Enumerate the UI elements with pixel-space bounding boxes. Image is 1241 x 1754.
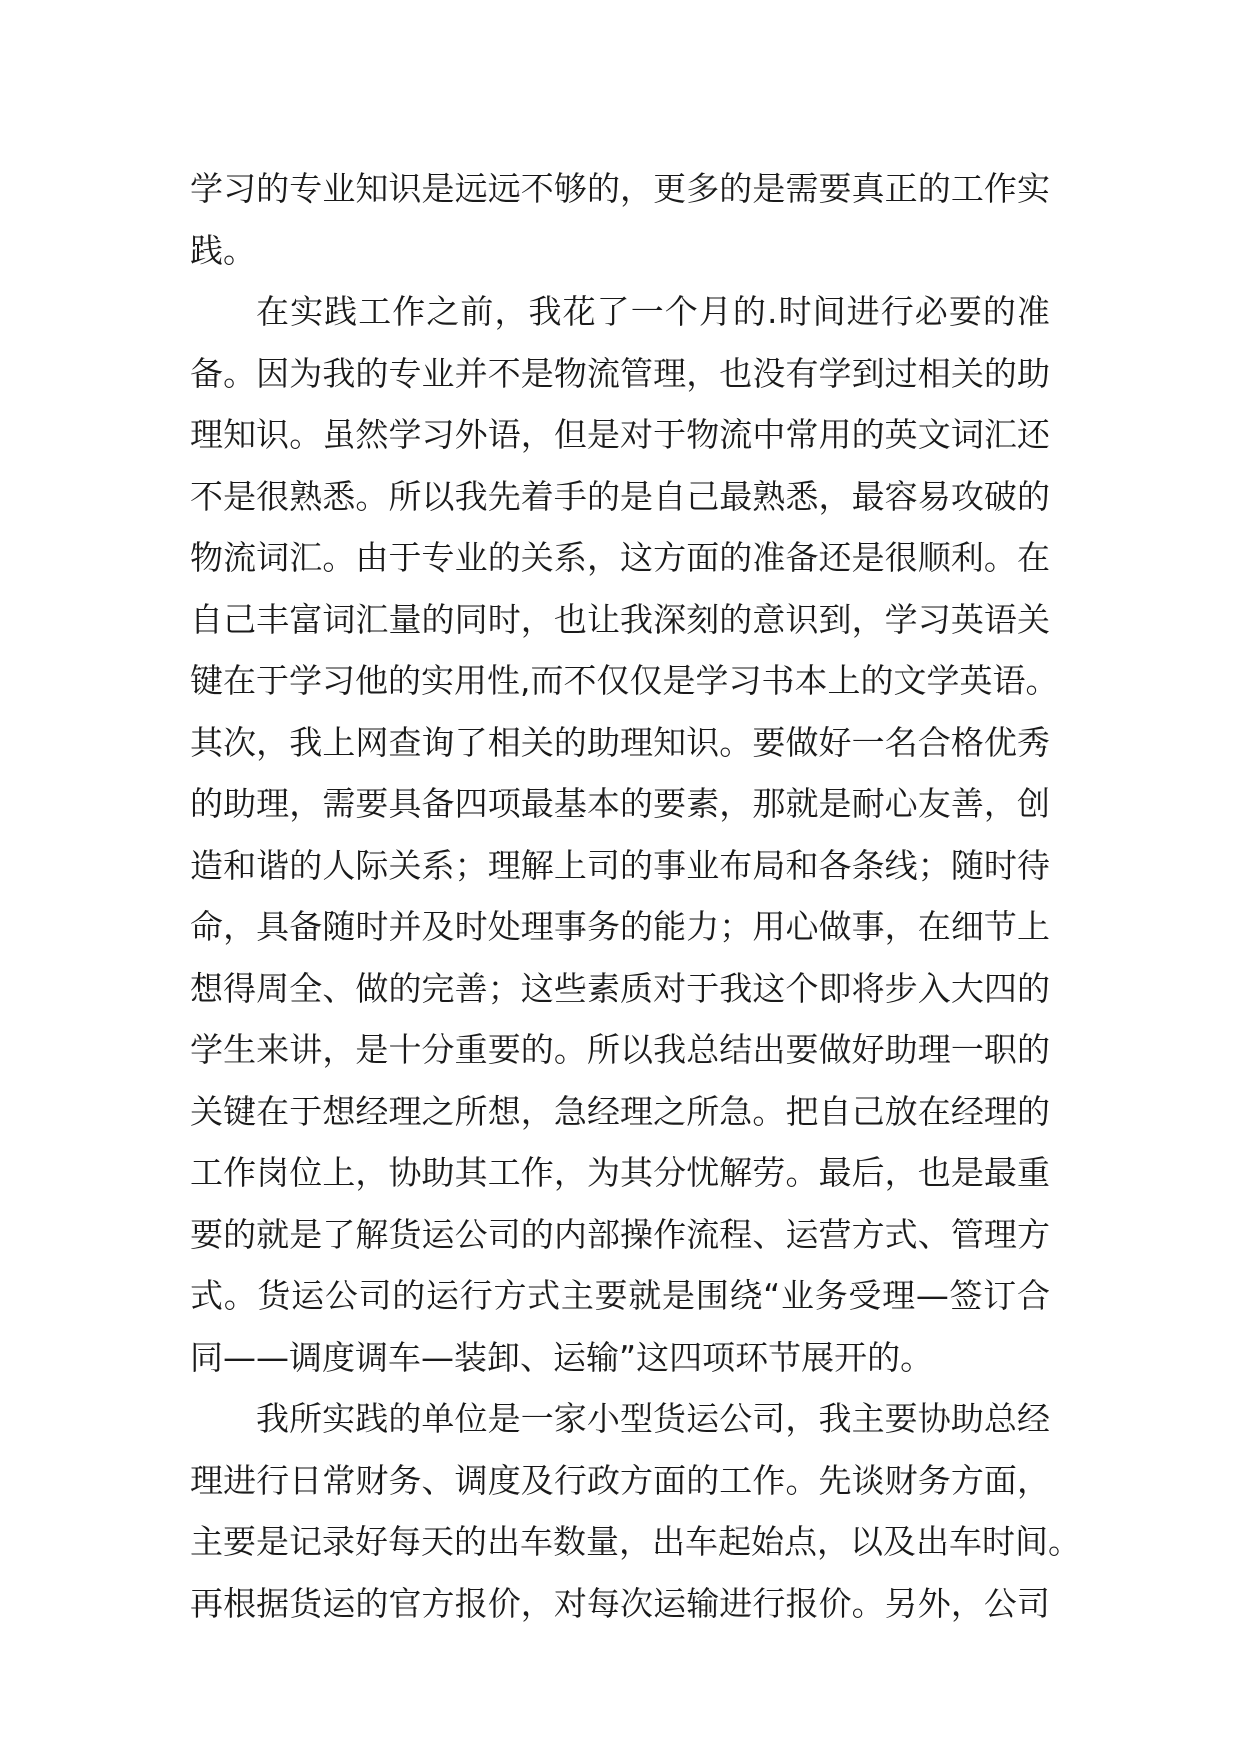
text-line: 我所实践的单位是一家小型货运公司，我主要协助总经 [256, 1399, 1050, 1438]
text-line: 学习的专业知识是远远不够的，更多的是需要真正的工作实 [190, 169, 1050, 208]
text-line: 命，具备随时并及时处理事务的能力；用心做事，在细节上 [190, 907, 1050, 946]
text-line: 的助理，需要具备四项最基本的要素，那就是耐心友善，创 [190, 784, 1050, 823]
text-line: 自己丰富词汇量的同时，也让我深刻的意识到，学习英语关 [190, 599, 1050, 639]
text-line: 学生来讲，是十分重要的。所以我总结出要做好助理一职的 [190, 1030, 1050, 1069]
text-line: 不是很熟悉。所以我先着手的是自己最熟悉，最容易攻破的 [190, 476, 1050, 516]
text-line: 造和谐的人际关系；理解上司的事业布局和各条线；随时待 [190, 845, 1050, 885]
text-line: 备。因为我的专业并不是物流管理，也没有学到过相关的助 [190, 353, 1050, 393]
text-line: 物流词汇。由于专业的关系，这方面的准备还是很顺利。在 [190, 538, 1050, 577]
text-line: 主要是记录好每天的出车数量，出车起始点，以及出车时间。 [190, 1522, 1081, 1561]
text-line: 同——调度调车—装卸、运输”这四项环节展开的。 [190, 1337, 934, 1377]
text-line: 工作岗位上，协助其工作，为其分忧解劳。最后，也是最重 [190, 1153, 1050, 1192]
text-line: 要的就是了解货运公司的内部操作流程、运营方式、管理方 [190, 1214, 1050, 1254]
text-line: 其次，我上网查询了相关的助理知识。要做好一名合格优秀 [190, 722, 1050, 762]
text-line: 关键在于想经理之所想，急经理之所急。把自己放在经理的 [190, 1091, 1050, 1131]
text-line: 理知识。虽然学习外语，但是对于物流中常用的英文词汇还 [190, 415, 1050, 454]
text-line: 再根据货运的官方报价，对每次运输进行报价。另外，公司 [190, 1583, 1050, 1623]
text-line: 践。 [190, 230, 256, 270]
text-line: 在实践工作之前，我花了一个月的.时间进行必要的准 [256, 292, 1050, 331]
text-line: 想得周全、做的完善；这些素质对于我这个即将步入大四的 [190, 968, 1050, 1008]
text-line: 式。货运公司的运行方式主要就是围绕“业务受理—签订合 [190, 1276, 1050, 1315]
body-text [190, 158, 1081, 1634]
text-line: 理进行日常财务、调度及行政方面的工作。先谈财务方面， [190, 1460, 1050, 1500]
text-line: 键在于学习他的实用性,而不仅仅是学习书本上的文学英语。 [190, 661, 1059, 700]
